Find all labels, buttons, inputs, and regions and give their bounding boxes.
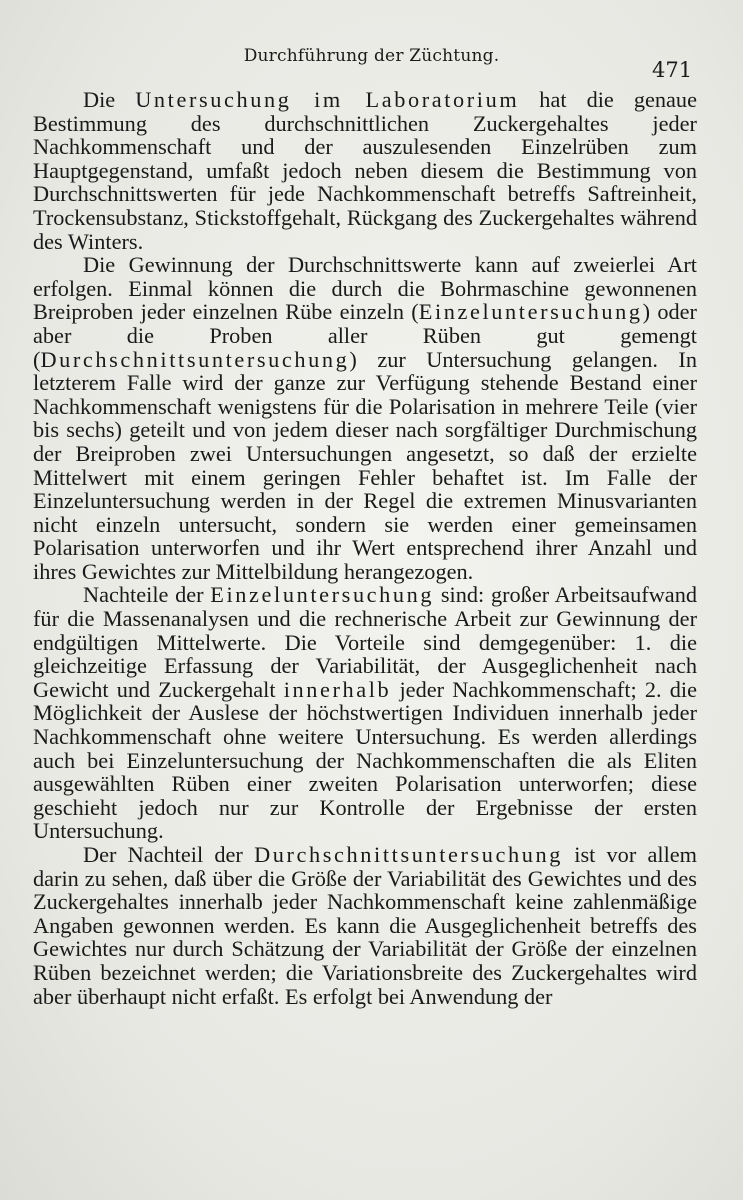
text-run: hat die genaue Bestimmung des durchschnittlichen Zuckergehaltes jeder Nachkommenschaft und der auszulesenden Einzelrüben zum Hauptgegenstand, umfaßt jedoch neben diesem die Bestimmung von Durchschnittswerten für jede Nachkommenschaft betreffs Saftreinheit, Trockensubstanz, Stickstoffgehalt, Rückgang des Zuckergehaltes während des Winters.: [33, 87, 697, 254]
text-run: sind: großer Arbeitsaufwand für die Massenanalysen und die rechnerische Arbeit zur Gewinnung der endgültigen Mittelwerte. Die Vorteile sind demgegenüber: 1. die gleichzeitige Erfassung der Variabilität, der Ausgeglichenheit nach Gewicht und Zuckergehalt: [33, 582, 698, 702]
spaced-emphasis: Durchschnittsuntersuchung: [254, 842, 564, 867]
spaced-emphasis: innerhalb: [283, 676, 392, 702]
paragraph: [33, 253, 697, 583]
text-run: ) zur Untersuchung gelangen. In letzterem Falle wird der ganze zur Verfügung stehende Bestand einer Nachkommenschaft wenigstens für die Polarisation in mehrere Teile (vier bis sechs) geteilt und von jedem dieser nach sorgfältiger Durchmischung der Breiproben zwei Untersuchungen angesetzt, so daß der erzielte Mittelwert mit einem geringen Fehler behaftet ist. Im Falle der Einzeluntersuchung werden in der Regel die extremen Minusvarianten nicht einzeln untersucht, sondern sie werden einer gemeinsamen Polarisation unterworfen und ihr Wert entsprechend ihrer Anzahl und ihres Gewichtes zur Mittelbildung herangezogen.: [33, 346, 697, 584]
text-run: ist vor allem darin zu sehen, daß über die Größe der Variabilität des Gewichtes und des Zuckergehaltes innerhalb jeder Nachkommenschaft keine zahlenmäßige Angaben gewonnen werden. Es kann die Ausgeglichenheit betreffs des Gewichtes nur durch Schätzung der Variabilität der Größe der einzelnen Rüben bezeichnet werden; die Variationsbreite des Zuckergehaltes wird aber überhaupt nicht erfaßt. Es erfolgt bei Anwendung der: [33, 842, 697, 1009]
spaced-emphasis: Einzeluntersuchung: [210, 582, 435, 608]
text-run: Nachteile der: [83, 582, 211, 608]
paragraph: [33, 843, 697, 1008]
text-run: Die Gewinnung der Durchschnittswerte kann auf zweierlei Art erfolgen. Einmal können die durch die Bohrmaschine gewonnenen Breiproben jeder einzelnen Rübe einzeln (: [33, 252, 697, 325]
paragraph: [33, 88, 697, 253]
text-run: Der Nachteil der: [83, 842, 255, 867]
paragraph: [33, 583, 697, 843]
spaced-emphasis: Untersuchung im Laboratorium: [135, 87, 520, 112]
body-text: [33, 88, 697, 1008]
text-run: Die: [83, 87, 136, 112]
text-run: jeder Nachkommenschaft; 2. die Möglichkeit der Auslese der höchstwertigen Individuen innerhalb jeder Nachkommenschaft ohne weitere Untersuchung. Es werden allerdings auch bei Einzeluntersuchung der Nachkommenschaften die als Eliten ausgewählten Rüben einer zweiten Polarisation unterworfen; diese geschieht jedoch nur zur Kontrolle der Ergebnisse der ersten Untersuchung.: [33, 676, 698, 844]
running-head: Durchführung der Züchtung.: [243, 46, 500, 66]
spaced-emphasis: Einzeluntersuchung: [418, 299, 643, 325]
page-number: 471: [652, 58, 693, 82]
spaced-emphasis: Durchschnittsuntersuchung: [40, 346, 350, 372]
text-run: ) oder aber die Proben aller Rüben gut gemengt (: [33, 299, 697, 372]
